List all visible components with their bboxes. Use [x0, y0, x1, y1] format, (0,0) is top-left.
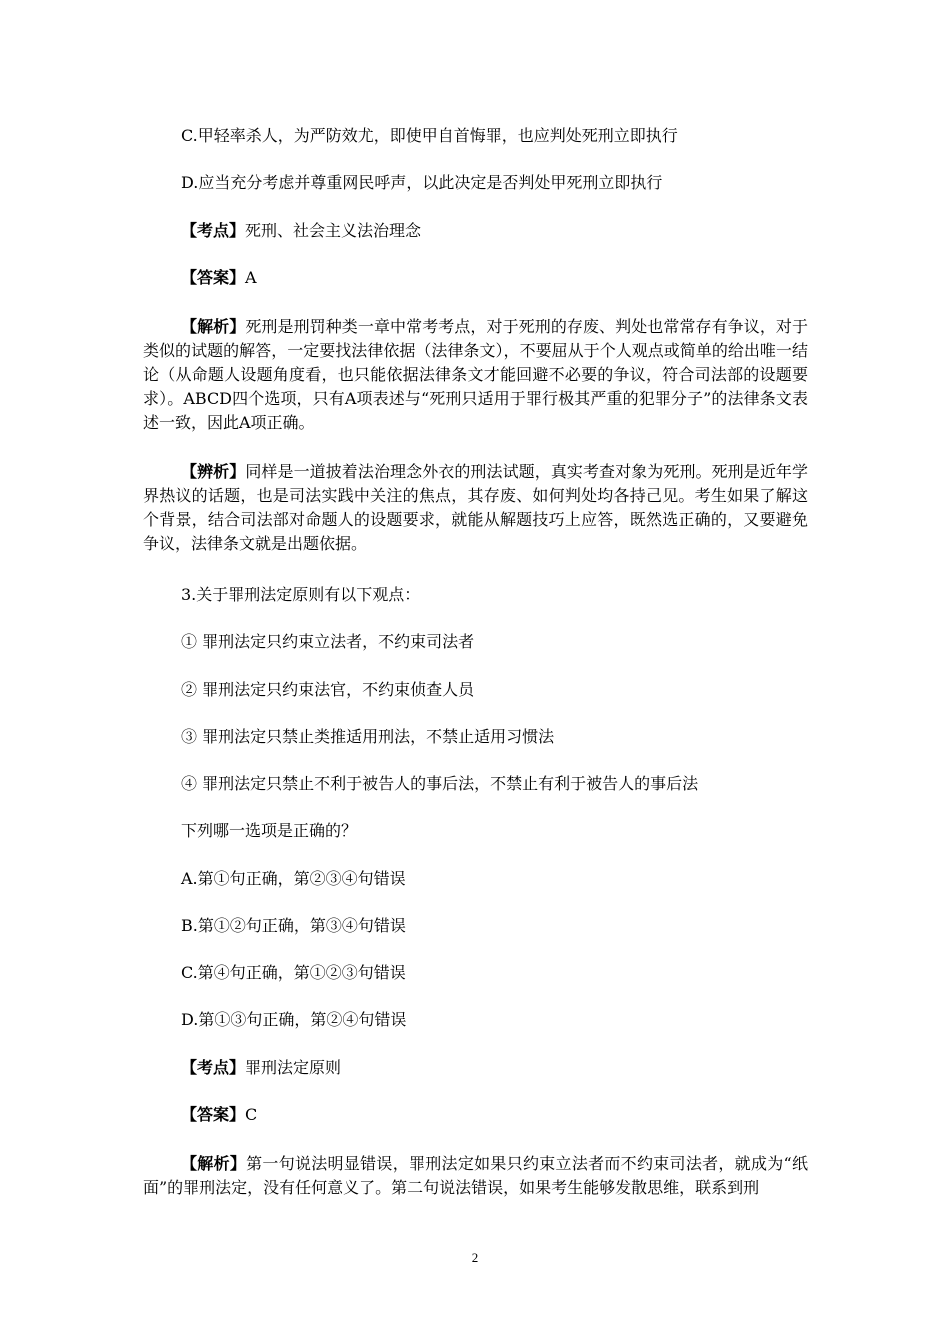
q2-answer — [181, 268, 257, 288]
q3-question: 下列哪一选项是正确的？ — [181, 821, 358, 840]
q3-option-a: A.第①句正确，第②③④句错误 — [181, 869, 406, 888]
q2-bianxi-paragraph — [143, 460, 808, 556]
q3-kaodian — [181, 1058, 341, 1078]
answer-label: 【答案】 — [181, 1105, 246, 1124]
q3-option-c: C.第④句正确，第①②③句错误 — [181, 963, 406, 982]
answer-label: 【答案】 — [181, 268, 246, 287]
kaodian-text: 罪刑法定原则 — [245, 1058, 342, 1077]
q2-jiexi-paragraph — [143, 315, 808, 435]
q3-point-1: ① 罪刑法定只约束立法者，不约束司法者 — [181, 632, 475, 651]
jiexi-text: 第一句说法明显错误，罪刑法定如果只约束立法者而不约束司法者，就成为“纸面”的罪刑法定，没有任何意义了。第二句说法错误，如果考生能够发散思维，联系到刑 — [143, 1154, 808, 1197]
q3-option-b: B.第①②句正确，第③④句错误 — [181, 916, 406, 935]
q3-point-2: ② 罪刑法定只约束法官，不约束侦查人员 — [181, 680, 475, 699]
q3-jiexi-paragraph — [143, 1152, 808, 1200]
q2-option-c: C.甲轻率杀人，为严防效尤，即使甲自首悔罪，也应判处死刑立即执行 — [181, 126, 678, 145]
kaodian-label: 【考点】 — [181, 221, 246, 240]
kaodian-label: 【考点】 — [181, 1058, 246, 1077]
q3-point-3: ③ 罪刑法定只禁止类推适用刑法，不禁止适用习惯法 — [181, 727, 555, 746]
answer-text: A — [245, 268, 257, 287]
jiexi-label: 【解析】 — [181, 1154, 247, 1173]
q3-stem: 3.关于罪刑法定原则有以下观点： — [181, 585, 421, 604]
bianxi-text: 同样是一道披着法治理念外衣的刑法试题，真实考查对象为死刑。死刑是近年学界热议的话题，也是司法实践中关注的焦点，其存废、如何判处均各持己见。考生如果了解这个背景，结合司法部对命题人的设题要求，就能从解题技巧上应答，既然选正确的，又要避免争议，法律条文就是出题依据。 — [143, 462, 808, 553]
kaodian-text: 死刑、社会主义法治理念 — [245, 221, 422, 240]
q2-kaodian — [181, 221, 421, 241]
jiexi-text: 死刑是刑罚种类一章中常考考点，对于死刑的存废、判处也常常存有争议，对于类似的试题的解答，一定要找法律依据（法律条文），不要屈从于个人观点或简单的给出唯一结论（从命题人设题角度看，也只能依据法律条文才能回避不必要的争议，符合司法部的设题要求）。ABCD四个选项，只有A项表述与“死刑只适用于罪行极其严重的犯罪分子”的法律条文表述一致，因此A项正确。 — [143, 317, 808, 432]
q3-point-4: ④ 罪刑法定只禁止不利于被告人的事后法，不禁止有利于被告人的事后法 — [181, 774, 699, 793]
q2-option-d: D.应当充分考虑并尊重网民呼声，以此决定是否判处甲死刑立即执行 — [181, 173, 663, 192]
jiexi-label: 【解析】 — [181, 317, 246, 336]
answer-text: C — [245, 1105, 258, 1124]
q3-answer — [181, 1105, 257, 1125]
bianxi-label: 【辨析】 — [181, 462, 246, 481]
page-number: 2 — [471, 1250, 479, 1265]
q3-option-d: D.第①③句正确，第②④句错误 — [181, 1010, 407, 1029]
